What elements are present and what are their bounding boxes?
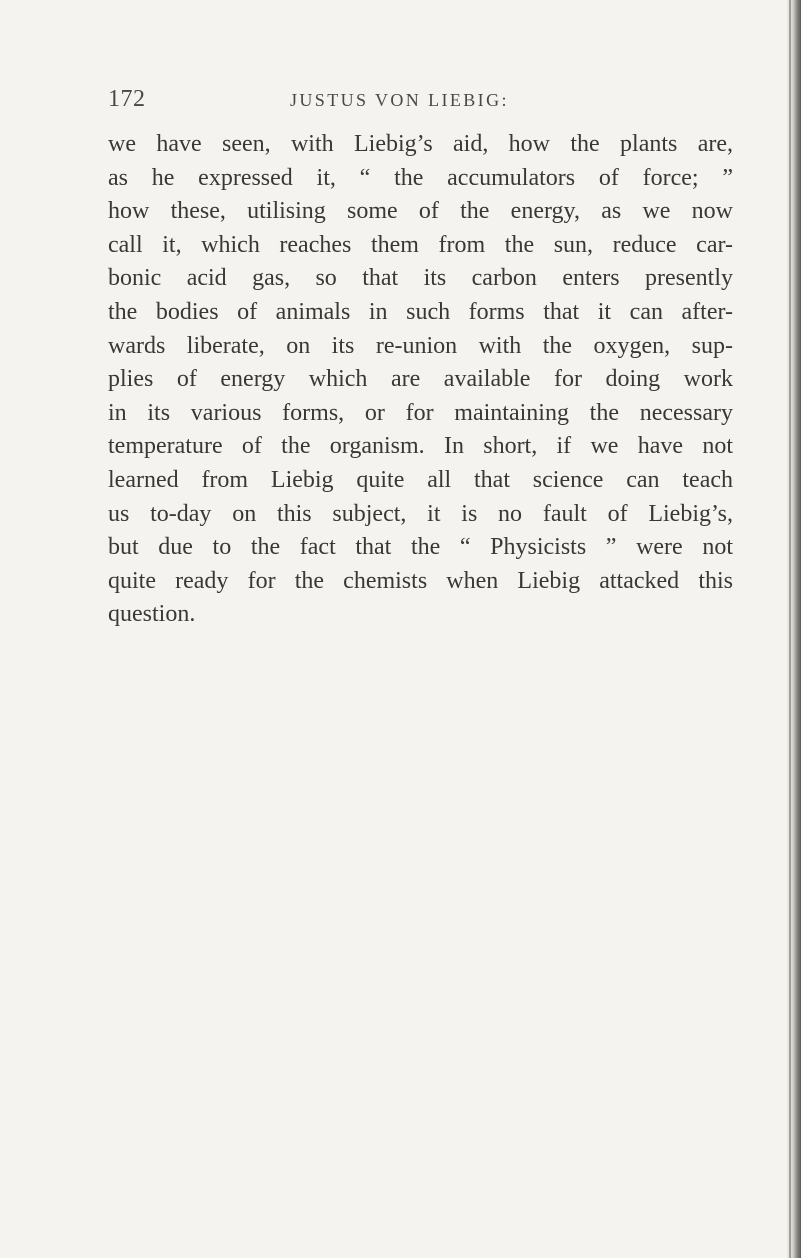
text-line: quite ready for the chemists when Liebig attacked this [108, 567, 733, 594]
text-line: how these, utilising some of the energy, as we now [108, 198, 733, 225]
text-line: but due to the fact that the “ Physicists ” were not [108, 534, 733, 561]
running-head [108, 86, 733, 116]
text-line: in its various forms, or for maintaining the necessary [108, 399, 733, 426]
text-line: the bodies of animals in such forms that it can after- [108, 298, 733, 325]
text-line: us to-day on this subject, it is no fault of Liebig’s, [108, 500, 733, 527]
text-line: call it, which reaches them from the sun, reduce car- [108, 231, 733, 258]
page-edge-shadow [789, 0, 791, 1258]
page-number: 172 [108, 86, 146, 112]
text-line: as he expressed it, “ the accumulators of force; ” [108, 164, 733, 191]
body-paragraph [108, 128, 733, 632]
running-title: JUSTUS VON LIEBIG: [290, 90, 509, 110]
text-line-last: question. [108, 601, 196, 628]
text-line: learned from Liebig quite all that science can teach [108, 466, 733, 493]
text-line: temperature of the organism. In short, if we have not [108, 433, 733, 460]
text-line: bonic acid gas, so that its carbon enters presently [108, 265, 733, 292]
text-line: we have seen, with Liebig’s aid, how the plants are, [108, 131, 733, 157]
text-line: wards liberate, on its re-union with the oxygen, sup- [108, 332, 733, 359]
text-line: plies of energy which are available for doing work [108, 366, 733, 393]
